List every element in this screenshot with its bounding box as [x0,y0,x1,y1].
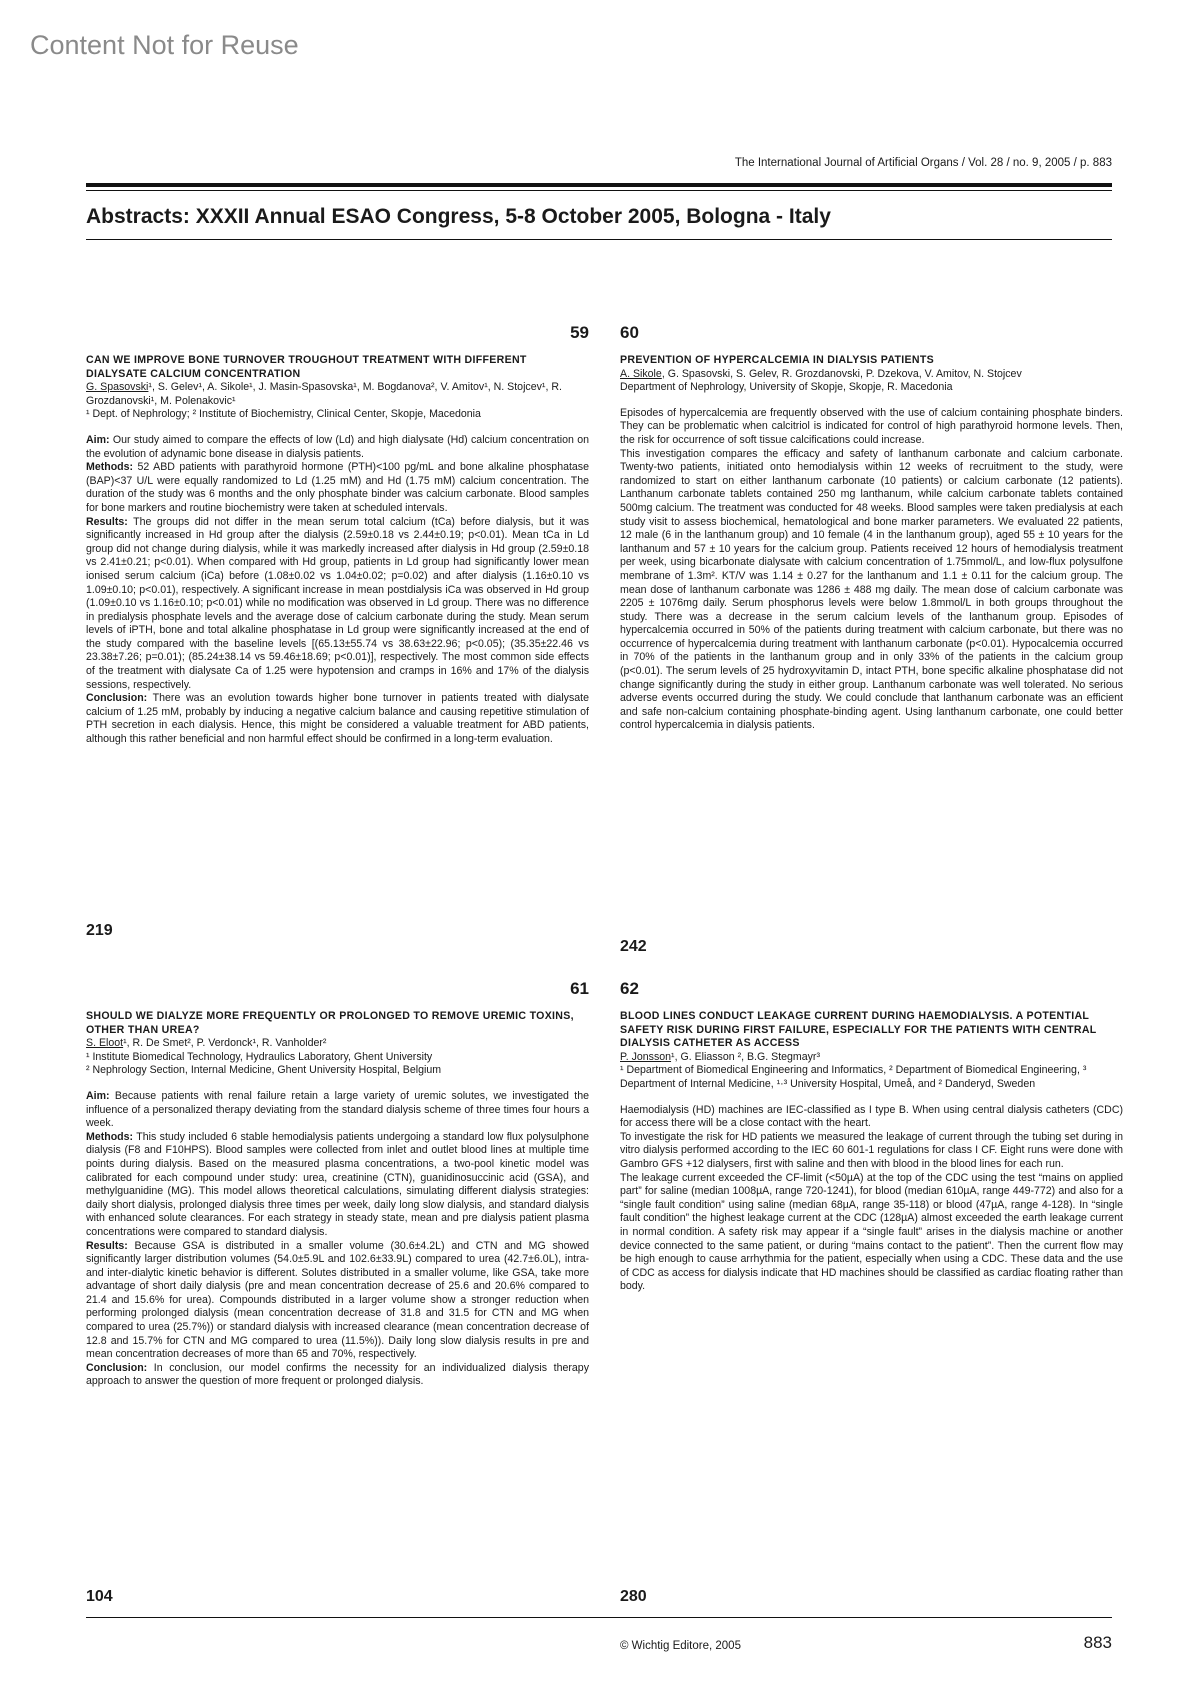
abstract-59 [86,323,589,747]
footer-rule [86,1617,1112,1618]
presenting-author: S. Eloot [86,1037,124,1050]
abstract-title: CAN WE IMPROVE BONE TURNOVER TROUGHOUT TREATMENT WITH DIFFERENT DIALYSATE CALCIUM CONCENTRATION [86,354,527,380]
abstract-paragraph [86,692,589,746]
header-rule-thick [86,183,1112,187]
abstract-number: 62 [620,979,639,998]
abstract-title: SHOULD WE DIALYZE MORE FREQUENTLY OR PROLONGED TO REMOVE UREMIC TOXINS, OTHER THAN UREA? [86,1010,574,1036]
header-rule-thin [86,190,1112,191]
abstract-number: 59 [570,323,589,342]
abstract-authors [86,1037,589,1051]
abstract-authors [620,1051,1123,1065]
section-text: Our study aimed to compare the effects of low (Ld) and high dialysate (Hd) calcium concentration on the evolution of adynamic bone disease in dialysis patients. [86,433,589,460]
abstract-paragraph [620,1104,1123,1131]
co-authors: ¹, S. Gelev¹, A. Sikole¹, J. Masin-Spasovska¹, M. Bogdanova², V. Amitov¹, N. Stojcev¹, R. Grozdanovski¹, M. Polenakovic¹ [86,381,562,407]
abstract-affiliation: ¹ Institute Biomedical Technology, Hydraulics Laboratory, Ghent University [86,1050,433,1063]
abstract-number: 61 [570,979,589,998]
section-text: Haemodialysis (HD) machines are IEC-classified as I type B. When using central dialysis catheters (CDC) for access there will be a close contact with the heart. [620,1103,1123,1130]
section-text: Episodes of hypercalcemia are frequently observed with the use of calcium containing phosphate binders. They can be problematic when calcitriol is indicated for control of high parathyroid hormone levels. Then, the risk for occurrence of soft tissue calcifications could increase. [620,406,1123,446]
abstract-62 [620,979,1123,1294]
abstract-page-code: 280 [620,1588,647,1605]
congress-title: Abstracts: XXXII Annual ESAO Congress, 5-8 October 2005, Bologna - Italy [86,205,831,228]
abstract-affiliation: Department of Nephrology, University of Skopje, Skopje, R. Macedonia [620,381,953,394]
abstract-page-code: 242 [620,938,647,955]
section-text: This investigation compares the efficacy and safety of lanthanum carbonate and calcium carbonate. Twenty-two patients, initiated onto hemodialysis within 12 weeks of recruitment to the study, were randomized to start on either lanthanum carbonate (10 patients) or calcium carbonate (12 patients). Lanthanum carbonate tablets contained 250 mg lanthanum, while calcium carbonate tablets contained 500mg calcium. The treatment was conducted for 48 weeks. Blood samples were taken predialysis at each study visit to assess biochemical, hematological and bone marker parameters. We evaluated 22 patients, 12 male (6 in the lanthanum group) and 10 female (4 in the lanthanum group), aged 55 ± 10 years for the lanthanum and 57 ± 10 years for the calcium group. Patients received 12 hours of hemodialysis treatment per week, using bicarbonate dialysate with calcium concentration of 1.75mmol/L, and low-flux polysulfone membrane of 1.3m². KT/V was 1.14 ± 0.27 for the lanthanum and 1.1 ± 0.11 for the calcium group. The mean dose of lanthanum carbonate was 1286 ± 488 mg daily. The mean dose of calcium carbonate was 2205 ± 1076mg daily. Serum phosphorus levels were below 1.8mmol/L in both groups throughout the study. There was a decrease in the serum calcium levels of the lanthanum group. Episodes of hypercalcemia occurred in 50% of the patients during treatment with calcium carbonate, but there was no occurrence of hypercalcemia during treatment with lanthanum carbonate (p<0.01). Hypocalcemia occurred in 70% of the patients in the lanthanum group and in only 33% of the patients in the calcium group (p<0.01). The serum levels of 25 hydroxyvitamin D, intact PTH, bone specific alkaline phosphatase did not change significantly during the study in either group. Lanthanum carbonate was well tolerated. No serious adverse events occurred during the study. We could conclude that lanthanum carbonate was an efficient and safe non-calcium containing phosphate-binding agent. Using lanthanum carbonate, one could better control hypercalcemia in dialysis patients. [620,447,1123,732]
watermark: Content Not for Reuse [30,30,299,60]
section-label: Aim: [86,433,110,446]
abstract-body [86,434,589,747]
abstract-paragraph [86,1362,589,1389]
abstract-affiliation: ¹ Department of Biomedical Engineering and Informatics, ² Department of Biomedical Engineering, ³ Department of Internal Medicine, ¹·³ University Hospital, Umeå, and ² Danderyd, Sweden [620,1064,1087,1090]
section-text: Because patients with renal failure retain a large variety of uremic solutes, we investigated the influence of a personalized therapy deviating from the standard dialysis scheme of three times four hours a week. [86,1089,589,1130]
section-text: There was an evolution towards higher bone turnover in patients treated with dialysate calcium of 1.25 mM, probably by inducing a negative calcium balance and causing repetitive stimulation of PTH secretion in each dialysis. Hence, this might be considered a valuable treatment for ABD patients, although this rather beneficial and non harmful effect should be confirmed in a long-term evaluation. [86,692,589,746]
abstract-body [620,1104,1123,1294]
section-text: To investigate the risk for HD patients we measured the leakage of current through the tubing set during in vitro dialysis performed according to the IEC 60 601-1 regulations for class I CF. Eight runs were done with Gambro GFS +12 dialysers, first with saline and then with blood in the blood lines for each run. [620,1130,1123,1170]
abstract-paragraph [620,448,1123,733]
abstract-60 [620,323,1123,733]
abstract-61 [86,979,589,1389]
section-text: Because GSA is distributed in a smaller volume (30.6±4.2L) and CTN and MG showed significantly larger distribution volumes (54.0±5.9L and 102.6±33.9L) compared to urea (42.7±6.0L), intra- and inter-dialytic kinetic behavior is different. Solutes distributed in a smaller volume, like GSA, take more advantage of short daily dialysis (pre and mean concentration decrease of 25.6 and 20.6% compared to 21.4 and 15.6% for urea). Compounds distributed in a larger volume show a stronger reduction when performing prolonged dialysis (mean concentration decrease of 31.8 and 31.5 for CTN and MG when compared to urea (25.7%)) or standard dialysis with increased clearance (mean concentration decrease of 12.8 and 15.7% for CTN and MG compared to urea (11.5%)). Daily long slow dialysis results in pre and mean concentration decreases of more than 65 and 70%, respectively. [86,1239,589,1361]
section-label: Methods: [86,461,134,474]
section-label: Results: [86,515,128,528]
abstract-body [620,407,1123,733]
page-number: 883 [1083,1633,1112,1652]
section-label: Methods: [86,1130,134,1143]
abstract-paragraph [86,1240,589,1362]
section-label: Conclusion: [86,692,148,705]
section-label: Aim: [86,1089,110,1102]
abstract-page-code: 104 [86,1588,113,1605]
section-text: 52 ABD patients with parathyroid hormone (PTH)<100 pg/mL and bone alkaline phosphatase (BAP)<37 U/L were equally randomized to Ld (1.25 mM) and Hd (1.75 mM) calcium concentration. The duration of the study was 6 months and the only phosphate binder was calcium carbonate. Blood samples for bone markers and routine biochemistry were taken at scheduled intervals. [86,461,589,514]
section-label: Results: [86,1239,128,1252]
abstract-title: PREVENTION OF HYPERCALCEMIA IN DIALYSIS PATIENTS [620,354,934,366]
section-text: The groups did not differ in the mean serum total calcium (tCa) before dialysis, but it was significantly increased in Hd group after the dialysis (2.59±0.18 vs 2.44±0.19; p<0.01). Mean tCa in Ld group did not change during dialysis, while it was markedly increased after dialysis in Hd group (2.59±0.18 vs 2.41±0.21; p<0.01). When compared with Hd group, patients in Ld group had significantly lower mean ionised serum calcium (iCa) before (1.08±0.02 vs 1.04±0.02; p=0.02) and after dialysis (1.16±0.10 vs 1.09±0.10; p<0.01), respectively. A significant increase in mean postdialysis iCa was observed in Hd group (1.09±0.10 vs 1.16±0.10; p<0.01) while no modification was observed in Ld group. There was no difference in predialysis phosphate levels and the average dose of calcium carbonate during the study. Mean serum levels of iPTH, bone and total alkaline phosphatase in Ld group were significantly increased at the end of the study compared with the baseline levels [(65.13±55.74 vs 38.63±22.96; p<0.05); (35.35±22.46 vs 23.38±7.26; p=0.01); (85.24±38.14 vs 59.46±18.69; p<0.01)], respectively. The most common side effects of the treatment with dialysate Ca of 1.25 were hypotension and cramps in 16% and 17% of the dialysis sessions, respectively. [86,515,589,691]
abstract-authors [86,381,589,408]
abstract-paragraph [620,1172,1123,1294]
abstract-title: BLOOD LINES CONDUCT LEAKAGE CURRENT DURING HAEMODIALYSIS. A POTENTIAL SAFETY RISK DURING FIRST FAILURE, ESPECIALLY FOR THE PATIENTS WITH CENTRAL DIALYSIS CATHETER AS ACCESS [620,1010,1097,1050]
abstract-paragraph [86,434,589,461]
abstract-body [86,1090,589,1389]
abstract-paragraph [86,1090,589,1131]
abstract-number: 60 [620,323,639,342]
section-text: In conclusion, our model confirms the necessity for an individualized dialysis therapy approach to answer the question of more frequent or prolonged dialysis. [86,1361,589,1388]
journal-citation: The International Journal of Artificial Organs / Vol. 28 / no. 9, 2005 / p. 883 [734,157,1112,169]
abstract-paragraph [620,407,1123,448]
section-label: Conclusion: [86,1361,148,1374]
title-rule [86,239,1112,240]
abstract-paragraph [86,1131,589,1240]
abstract-page-code: 219 [86,922,113,939]
section-text: The leakage current exceeded the CF-limit (<50µA) at the top of the CDC using the test “mains on applied part” for saline (median 1008µA, range 720-1241), for blood (median 610µA, range 449-772) and also for a “single fault condition” using saline (median 68µA, range 35-118) or blood (47µA, range 4-128). In “single fault condition” the highest leakage current at the CDC (128µA) almost exceeded the earth leakage current in normal condition. A safety risk may appear if a “single fault” arises in the dialysis machine or another device connected to the same patient, or during “mains contact to the patient”. Then the current flow may be high enough to cause arrhythmia for the patient, especially when using a CDC. These data and the use of CDC as access for dialysis indicate that HD machines should be classified as cardiac floating rather than body. [620,1171,1123,1293]
section-text: This study included 6 stable hemodialysis patients undergoing a standard low flux polysulphone dialysis (F8 and F10HPS). Blood samples were collected from inlet and outlet blood lines at multiple time points during dialysis. Based on the measured plasma concentrations, a two-pool kinetic model was calibrated for each compound under study: urea, creatinine (CTN), guanidinosuccinic acid (GSA), and methylguanidine (MG). This model allows theoretical calculations, simulating different dialysis strategies: daily short dialysis, prolonged dialysis three times per week, daily long slow dialysis, and standard dialysis with enhanced solute clearances. For each strategy in steady state, mean and pre dialysis patient plasma concentrations were compared to standard dialysis. [86,1130,589,1238]
abstract-paragraph [86,516,589,693]
presenting-author: A. Sikole [620,367,662,380]
abstract-affiliation: ¹ Dept. of Nephrology; ² Institute of Biochemistry, Clinical Center, Skopje, Macedonia [86,408,481,421]
co-authors: ¹, R. De Smet², P. Verdonck¹, R. Vanholder² [123,1037,327,1050]
co-authors: ¹, G. Eliasson ², B.G. Stegmayr³ [671,1050,820,1063]
presenting-author: G. Spasovski [86,381,149,394]
co-authors: , G. Spasovski, S. Gelev, R. Grozdanovski, P. Dzekova, V. Amitov, N. Stojcev [661,367,1022,380]
abstract-paragraph [620,1131,1123,1172]
presenting-author: P. Jonsson [620,1050,672,1063]
copyright: © Wichtig Editore, 2005 [620,1640,741,1652]
abstract-paragraph [86,461,589,515]
abstract-affiliation: ² Nephrology Section, Internal Medicine, Ghent University Hospital, Belgium [86,1064,442,1077]
abstract-authors [620,368,1123,382]
